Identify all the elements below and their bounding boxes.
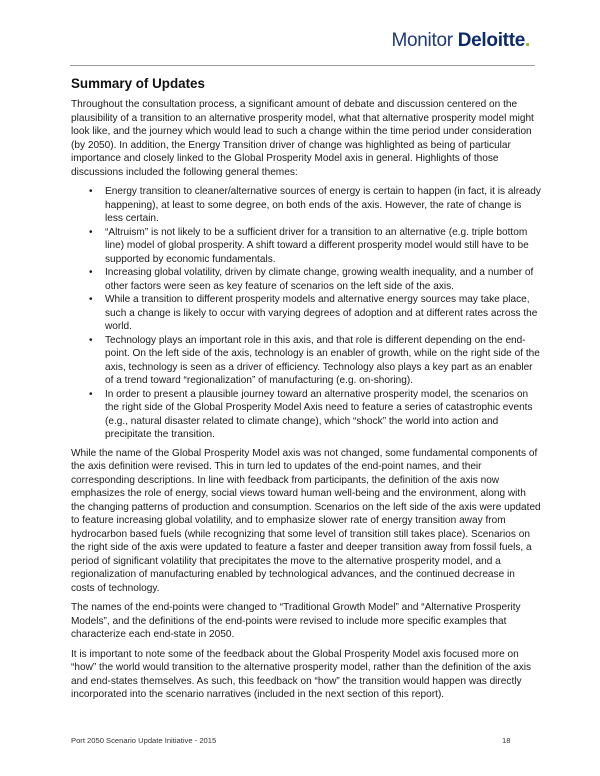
list-item-text: In order to present a plausible journey toward an alternative prosperity model, the scenarios on the right side of the Global Prosperity Model Axis need to feature a series of catastrophic events (e.g., natural disaster related to climate change), which “shock” the world into action and precipitate the transition. — [105, 388, 533, 440]
bullet-icon: • — [89, 334, 93, 346]
bullet-icon: • — [89, 294, 93, 305]
logo-deloitte-text: Deloitte — [457, 30, 526, 51]
logo-monitor-text: Monitor — [391, 30, 458, 51]
bullet-icon: • — [89, 226, 93, 238]
list-item — [71, 226, 541, 267]
intro-paragraph: Throughout the consultation process, a significant amount of debate and discussion centered on the plausibility of a transition to an alternative prosperity model, what that alternative prosperity model might look like, and the journey which would lead to such a change within the time period under consideration (by 2050). In addition, the Energy Transition driver of change was highlighted as being of particular importance and closely linked to the Global Prosperity Model axis in general. Highlights of those discussions included the following general themes: — [71, 99, 534, 178]
list-item-text: Energy transition to cleaner/alternative sources of energy is certain to happen (in fact, it is already happening), at least to some degree, on both ends of the axis. However, the rate of change is less certain. — [105, 186, 541, 224]
list-item — [71, 388, 541, 442]
monitor-deloitte-logo — [392, 30, 531, 52]
bullet-icon: • — [89, 267, 93, 278]
header-rule — [70, 65, 535, 66]
list-item — [71, 334, 541, 388]
list-item — [71, 293, 541, 334]
body-paragraph-axis-revisions: While the name of the Global Prosperity Model axis was not changed, some fundamental components of the axis definition were revised. This in turn led to updates of the end-point names, and their corresponding descriptions. In line with feedback from participants, the definition of the axis now emphasizes the role of energy, social views toward human well-being and the environment, along with the changing patterns of production and consumption. Scenarios on the left side of the axis were updated to feature increasing global volatility, and to emphasize slower rate of energy transition away from hydrocarbon based fuels (while recognizing that some level of transition still takes place). Scenarios on the right side of the axis were updated to feature a faster and deeper transition away from fossil fuels, a period of significant volatility that precipitates the move to the alternative prosperity model, and a regionalization of manufacturing enabled by technological advances, and the continued decrease in costs of technology. — [71, 447, 541, 594]
list-item-text: Increasing global volatility, driven by climate change, growing wealth inequality, and a number of other factors were seen as key feature of scenarios on the left side of the axis. — [105, 267, 534, 292]
page-content — [71, 76, 541, 708]
footer-page-number: 18 — [502, 736, 511, 745]
list-item-text: “Altruism” is not likely to be a sufficient driver for a transition to an alternative (e.g. triple bottom line) model of global prosperity. A shift toward a different prosperity model would still have to be supported by economic fundamentals. — [105, 226, 529, 265]
footer-document-title: Port 2050 Scenario Update Initiative - 2015 — [71, 736, 217, 745]
themes-list — [71, 185, 541, 442]
bullet-icon: • — [89, 388, 93, 400]
list-item — [71, 266, 541, 293]
body-paragraph-feedback-note: It is important to note some of the feedback about the Global Prosperity Model axis focused more on “how” the world would transition to the alternative prosperity model, rather than the definition of the axis and end-states themselves. As such, this feedback on “how” the transition would happen was directly incorporated into the scenario narratives (included in the next section of this report). — [71, 648, 532, 700]
logo-green-dot: . — [525, 30, 530, 51]
bullet-icon: • — [89, 186, 93, 197]
list-item-text: While a transition to different prosperity models and alternative energy sources may take place, such a change is likely to occur with varying degrees of adoption and at different rates across the world. — [105, 294, 538, 332]
list-item — [71, 185, 541, 226]
body-paragraph-end-point-names: The names of the end-points were changed to “Traditional Growth Model” and “Alternative Prosperity Models”, and the definitions of the end-points were revised to include more specific examples that characterize each end-state in 2050. — [71, 602, 521, 640]
section-title: Summary of Updates — [71, 76, 205, 91]
list-item-text: Technology plays an important role in this axis, and that role is different depending on the end-point. On the left side of the axis, technology is an enabler of growth, while on the right side of the axis, technology is seen as a driver of efficiency. Technology also plays a key part as an enabler of a trend toward “regionalization” of manufacturing (e.g. on-shoring). — [105, 334, 540, 386]
